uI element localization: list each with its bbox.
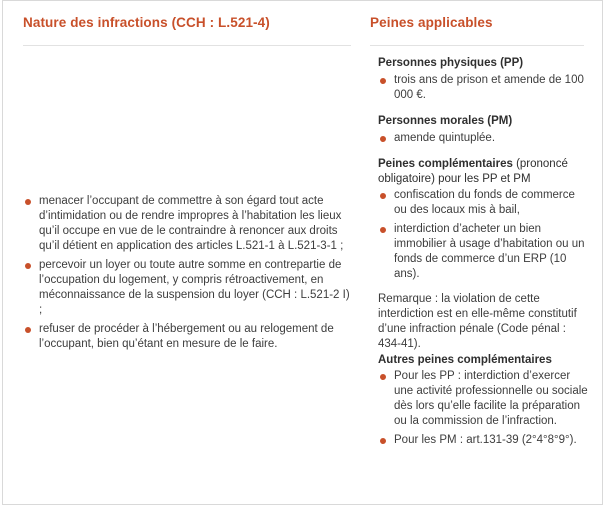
bullet-dot-icon (25, 327, 31, 333)
pp-text: trois ans de prison et amende de 100 000 €. (394, 74, 584, 101)
bullet-dot-icon (380, 78, 386, 84)
pm-title: Personnes morales (PM) (378, 115, 513, 127)
bullet-dot-icon (380, 374, 386, 380)
list-item (378, 433, 588, 448)
compl-title-rest: (prononcé obligatoire) pour les PP et PM (378, 158, 568, 185)
infraction-text: percevoir un loyer ou toute autre somme en contrepartie de l’occupation du logement, y compris rétroactivement, en méconnaissance de la suspension du loyer (CCH : L.521-2 I) ; (39, 259, 350, 316)
pm-list (378, 131, 588, 146)
pm-text: amende quintuplée. (394, 132, 496, 144)
list-item (378, 131, 588, 146)
infractions-list (23, 194, 353, 352)
header-divider-right (370, 45, 584, 46)
bullet-dot-icon (380, 227, 386, 233)
compl-text: interdiction d’acheter un bien immobilier à usage d’habitation ou un fonds de commerce d’un ERP (10 ans). (394, 223, 585, 280)
pp-title: Personnes physiques (PP) (378, 57, 524, 69)
compl-title-bold: Peines complémentaires (378, 158, 513, 170)
remark-text: Remarque : la violation de cette interdiction est en elle-même constitutif d’une infraction pénale (Code pénal : 434-41). (378, 293, 577, 350)
compl-title (378, 157, 588, 187)
header-peines-applicables: Peines applicables (370, 15, 493, 30)
list-item (378, 188, 588, 218)
list-item (23, 194, 353, 254)
list-item (23, 258, 353, 318)
compl-text: confiscation du fonds de commerce ou des locaux mis à bail, (394, 189, 575, 216)
header-nature-infractions: Nature des infractions (CCH : L.521-4) (23, 15, 270, 30)
bullet-dot-icon (380, 193, 386, 199)
bullet-dot-icon (380, 438, 386, 444)
list-item (23, 322, 353, 352)
list-item (378, 73, 588, 103)
compl-list (378, 188, 588, 282)
header-divider-left (23, 45, 351, 46)
bullet-dot-icon (25, 199, 31, 205)
infraction-text: menacer l’occupant de commettre à son égard tout acte d’intimidation ou de rendre impropres à l’habitation les lieux qu’il occupe en vue de le contraindre à renoncer aux droits qu’il détient en application des articles L.521-1 à L.521-3-1 ; (39, 195, 344, 252)
other-list (378, 369, 588, 448)
bullet-dot-icon (25, 263, 31, 269)
pp-list (378, 73, 588, 103)
other-text: Pour les PM : art.131-39 (2°4°8°9°). (394, 434, 577, 446)
other-title: Autres peines complémentaires (378, 354, 552, 366)
infractions-table (2, 0, 603, 505)
other-text: Pour les PP : interdiction d’exercer une activité professionnelle ou sociale dès lors qu’elle facilite la préparation ou la commission de l’infraction. (394, 370, 588, 427)
bullet-dot-icon (380, 136, 386, 142)
list-item (378, 222, 588, 282)
peines-column (378, 56, 588, 452)
infraction-text: refuser de procéder à l’hébergement ou au relogement de l’occupant, bien qu’étant en mesure de le faire. (39, 323, 334, 350)
list-item (378, 369, 588, 429)
infractions-column (23, 194, 353, 356)
